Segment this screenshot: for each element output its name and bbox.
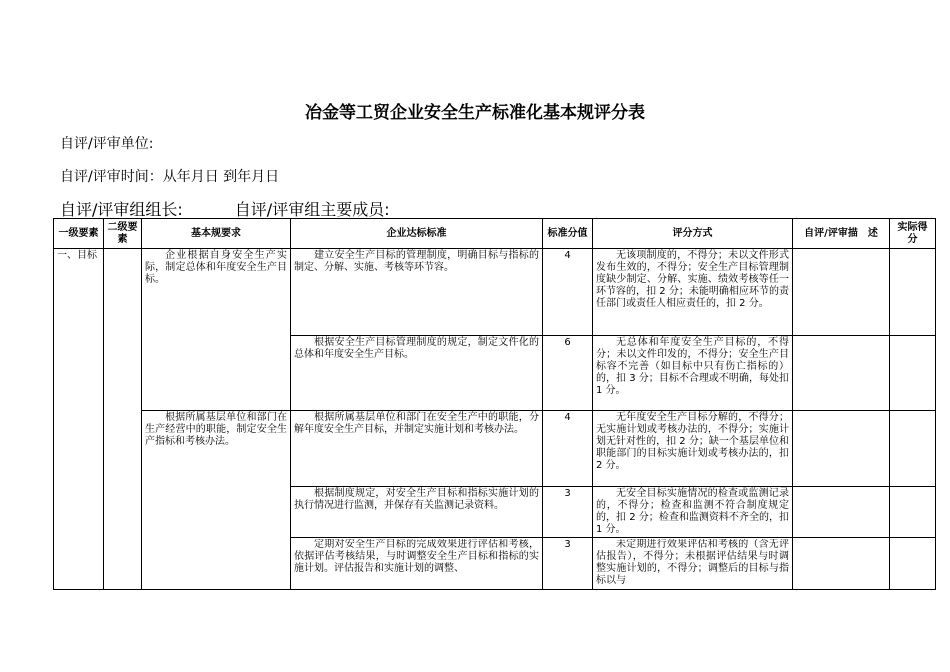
standard-cell: 根据所属基层单位和部门在安全生产中的职能，分解年度安全生产目标，并制定实施计划和考核办法。 — [291, 411, 543, 487]
scoring-method-cell: 无年度安全生产目标分解的，不得分；无实施计划或考核办法的，不得分；实施计划无针对性的，扣 2 分；缺一个基层单位和职能部门的目标实施计划或考核办法的，扣 2 分。 — [593, 411, 793, 487]
actual-score-cell[interactable] — [890, 411, 936, 487]
standard-cell: 建立安全生产目标的管理制度，明确目标与指标的制定、分解、实施、考核等环节容。 — [291, 249, 543, 336]
assessment-description-cell[interactable] — [793, 487, 890, 538]
standard-score-cell: 3 — [543, 538, 593, 590]
header-enterprise-standard: 企业达标标准 — [291, 219, 543, 249]
table-header-row — [54, 219, 936, 249]
assessment-description-cell[interactable] — [793, 411, 890, 487]
assessment-time-label: 自评/评审时间：从年月日 到年月日 — [60, 169, 280, 185]
level2-element-cell — [104, 249, 142, 590]
level1-element-cell: 一、目标 — [54, 249, 104, 590]
header-standard-score: 标准分值 — [543, 219, 593, 249]
scoring-method-cell: 无该项制度的，不得分；未以文件形式发布生效的，不得分；安全生产目标管理制度缺少制定、分解、实施、绩效考核等任一环节容的，扣 2 分；未能明确相应环节的责任部门或责任人相应责任的，扣 2 分。 — [593, 249, 793, 336]
scoring-method-cell: 无总体和年度安全生产目标的，不得分；未以文件印发的，不得分；安全生产目标容不完善（如目标中只有伤亡指标的）的，扣 3 分；目标不合理或不明确，每处扣 1 分。 — [593, 336, 793, 411]
actual-score-cell[interactable] — [890, 538, 936, 590]
standard-score-cell: 4 — [543, 411, 593, 487]
standard-cell: 根据制度规定，对安全生产目标和指标实施计划的执行情况进行监测，并保存有关监测记录资料。 — [291, 487, 543, 538]
table-row — [54, 411, 936, 487]
header-actual-score: 实际得分 — [890, 219, 936, 249]
assessment-description-cell[interactable] — [793, 249, 890, 336]
actual-score-cell[interactable] — [890, 336, 936, 411]
assessment-description-cell[interactable] — [793, 538, 890, 590]
assessment-unit-label: 自评/评审单位: — [60, 136, 154, 152]
header-basic-requirement: 基本规要求 — [142, 219, 291, 249]
header-assessment-description: 自评/评审描 述 — [793, 219, 890, 249]
basic-requirement-cell: 根据所属基层单位和部门在生产经营中的职能，制定安全生产指标和考核办法。 — [142, 411, 291, 590]
table-row — [54, 249, 936, 336]
standard-score-cell: 4 — [543, 249, 593, 336]
standard-cell: 根据安全生产目标管理制度的规定，制定文件化的总体和年度安全生产目标。 — [291, 336, 543, 411]
actual-score-cell[interactable] — [890, 487, 936, 538]
header-level1-element: 一级要素 — [54, 219, 104, 249]
page-title: 冶金等工贸企业安全生产标准化基本规评分表 — [305, 103, 645, 123]
scoring-table — [53, 218, 936, 590]
basic-requirement-cell: 企业根据自身安全生产实际，制定总体和年度安全生产目标。 — [142, 249, 291, 411]
header-scoring-method: 评分方式 — [593, 219, 793, 249]
standard-score-cell: 3 — [543, 487, 593, 538]
header-level2-element: 二级要素 — [104, 219, 142, 249]
actual-score-cell[interactable] — [890, 249, 936, 336]
assessment-team-line — [60, 197, 390, 220]
scoring-method-cell: 无安全目标实施情况的检查或监测记录的，不得分；检查和监测不符合制度规定的，扣 2 分；检查和监测资料不齐全的，扣 1 分。 — [593, 487, 793, 538]
assessment-description-cell[interactable] — [793, 336, 890, 411]
standard-cell: 定期对安全生产目标的完成效果进行评估和考核，依据评估考核结果，与时调整安全生产目标和指标的实施计划。评估报告和实施计划的调整、 — [291, 538, 543, 590]
scoring-method-cell: 未定期进行效果评估和考核的（含无评估报告），不得分；未根据评估结果与时调整实施计划的，不得分；调整后的目标与指标以与 — [593, 538, 793, 590]
team-leader-label: 自评/评审组组长: — [60, 200, 183, 219]
team-members-label: 自评/评审组主要成员: — [234, 200, 390, 219]
standard-score-cell: 6 — [543, 336, 593, 411]
